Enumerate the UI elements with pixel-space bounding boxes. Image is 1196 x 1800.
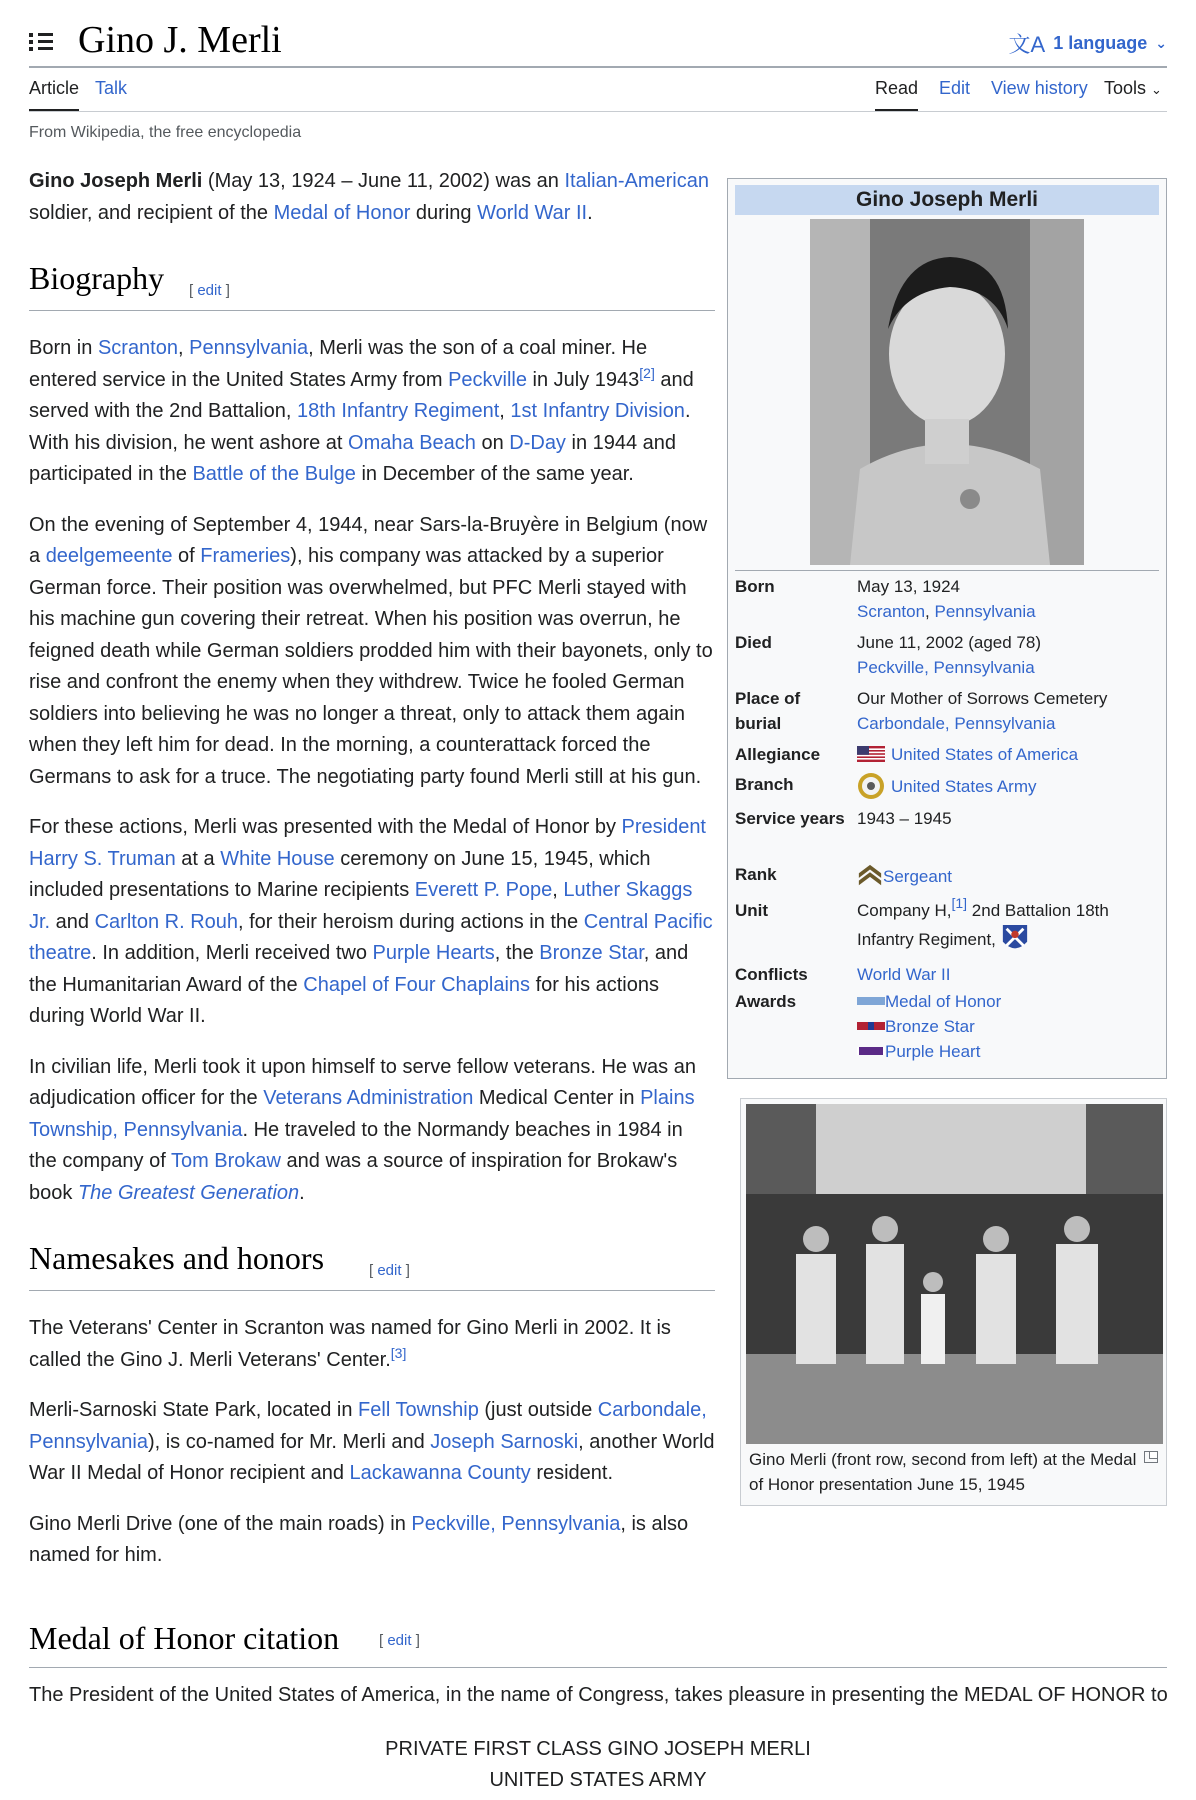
biography-paragraph-4 — [29, 1052, 715, 1210]
link-carbondale[interactable]: Carbondale, Pennsylvania — [29, 1399, 707, 1453]
link-medal-of-honor[interactable]: Medal of Honor — [885, 992, 1002, 1011]
born-date: May 13, 1924 — [857, 577, 961, 596]
text: on — [475, 431, 510, 454]
us-flag-icon — [857, 746, 885, 762]
infobox — [727, 178, 1167, 1079]
text: Gino Merli Drive (one of the main roads) in — [29, 1512, 412, 1535]
text: ), is co-named for Mr. Merli and — [147, 1430, 431, 1453]
army-seal-icon — [857, 772, 885, 800]
edit-label[interactable]: edit — [377, 1262, 402, 1279]
value — [857, 574, 1157, 624]
text: . — [299, 1181, 305, 1204]
text: for his actions during World War II. — [29, 973, 659, 1027]
link-died-place[interactable]: Peckville, Pennsylvania — [857, 658, 1035, 677]
label: Died — [735, 633, 772, 652]
text: , — [499, 400, 511, 422]
link-truman[interactable]: President Harry S. Truman — [29, 816, 706, 870]
text: (just outside — [478, 1399, 598, 1421]
text: and — [50, 910, 95, 933]
translate-icon: 文A — [1008, 32, 1046, 57]
heading-text: Medal of Honor citation — [29, 1620, 340, 1656]
photo-caption: Gino Merli (front row, second from left) at the Medal of Honor presentation June 15, 1945 — [749, 1450, 1137, 1494]
value — [857, 962, 1157, 987]
divider — [735, 570, 1159, 571]
edit-section-link[interactable] — [379, 1632, 420, 1649]
value: 1943 – 1945 — [857, 809, 952, 828]
link-united-states[interactable]: United States of America — [891, 745, 1079, 764]
namesakes-paragraph-3 — [29, 1509, 715, 1572]
text: . He traveled to the Normandy beaches in 1984 in the company of — [29, 1118, 683, 1172]
link-medal-of-honor[interactable]: Medal of Honor — [273, 201, 411, 224]
text: Medical Center in — [473, 1087, 641, 1109]
link-sergeant[interactable]: Sergeant — [883, 867, 952, 886]
tab-talk[interactable]: Talk — [95, 78, 128, 98]
medal-of-honor-ribbon-icon — [857, 997, 885, 1005]
link-four-chaplains[interactable]: Chapel of Four Chaplains — [303, 973, 531, 996]
tagline: From Wikipedia, the free encyclopedia — [29, 124, 302, 141]
ceremony-photo[interactable] — [746, 1104, 1163, 1444]
link-greatest-generation[interactable]: The Greatest Generation — [77, 1181, 300, 1204]
text: at a — [175, 847, 221, 870]
edit-section-link[interactable] — [189, 275, 230, 307]
label: Awards — [735, 992, 797, 1011]
bracket: [ — [189, 282, 198, 299]
purple-heart-ribbon-icon — [857, 1047, 885, 1055]
link-luther-skaggs[interactable]: Luther Skaggs Jr. — [29, 879, 693, 933]
text: The Veterans' Center in Scranton was named for Gino Merli in 2002. It is called the Gino J. Merli Veterans' Center. — [29, 1317, 671, 1371]
text: in 1944 and participated in the — [29, 431, 677, 485]
text: and served with the 2nd Battalion, — [29, 368, 694, 422]
text: of — [172, 545, 201, 567]
value — [857, 630, 1157, 680]
edit-section-link[interactable] — [369, 1255, 410, 1287]
link-omaha-beach[interactable]: Omaha Beach — [348, 431, 476, 454]
language-button[interactable] — [1009, 28, 1167, 59]
link-everett-pope[interactable]: Everett P. Pope — [414, 879, 553, 901]
value — [857, 862, 1157, 890]
link-joseph-sarnoski[interactable]: Joseph Sarnoski — [430, 1430, 579, 1453]
text: (May 13, 1924 – June 11, 2002) was an — [202, 170, 565, 192]
link-frameries[interactable]: Frameries — [200, 545, 291, 567]
text: , — [552, 879, 564, 901]
link-peckville[interactable]: Peckville — [448, 368, 527, 391]
text: , is also named for him. — [29, 1512, 689, 1566]
section-heading-namesakes — [29, 1240, 715, 1291]
link-white-house[interactable]: White House — [220, 847, 335, 870]
text: . — [587, 201, 593, 224]
section-heading-biography — [29, 260, 715, 311]
namesakes-paragraph-1 — [29, 1313, 715, 1376]
page-header — [29, 14, 1167, 68]
text: , Merli was the son of a coal miner. He entered service in the United States Army from — [29, 337, 648, 391]
value — [857, 772, 1157, 800]
namesakes-paragraph-2 — [29, 1395, 715, 1490]
value — [857, 686, 1157, 736]
text: ), his company was attacked by a superior German force. Their position was overwhelmed, but PFC Merli stayed with his machine gun covering their retreat. When his position was overrun, he feigned death while German soldiers prodded him with their bayonets, only to rise and confront the enemy when they withdrew. Twice he fooled German soldiers into believing he was no longer a threat, only to attack them again when they left him for dead. In the morning, a counterattack forced the Germans to ask for a truce. The negotiating party found Merli still at his gun. — [29, 545, 713, 788]
text: ceremony on June 15, 1945, which included presentations to Marine recipients — [29, 847, 651, 901]
text: Born in — [29, 337, 98, 359]
text: soldier, and recipient of the — [29, 201, 274, 224]
citation-intro: The President of the United States of America, in the name of Congress, takes pleasure in presenting the MEDAL OF HONOR to — [29, 1684, 1168, 1706]
bracket: ] — [221, 282, 230, 299]
link-carbondale[interactable]: Carbondale, Pennsylvania — [857, 714, 1056, 733]
text: and was a source of inspiration for Brokaw's book — [29, 1150, 678, 1204]
value — [857, 742, 1157, 767]
link-18th-infantry[interactable]: 18th Infantry Regiment — [296, 400, 500, 422]
link-purple-heart[interactable]: Purple Heart — [885, 1042, 981, 1061]
citation-branch: UNITED STATES ARMY — [489, 1769, 707, 1791]
link-central-pacific[interactable]: Central Pacific theatre — [29, 910, 713, 964]
link-pennsylvania[interactable]: Pennsylvania — [934, 602, 1036, 621]
bronze-star-ribbon-icon — [857, 1022, 885, 1030]
tab-view-history[interactable]: View history — [991, 78, 1088, 98]
link-world-war-ii[interactable]: World War II — [477, 201, 588, 224]
edit-label[interactable]: edit — [197, 282, 222, 299]
ceremony-image — [746, 1104, 1163, 1444]
text: For these actions, Merli was presented with the Medal of Honor by — [29, 816, 622, 838]
portrait-photo[interactable] — [810, 219, 1084, 565]
citation-recipient: PRIVATE FIRST CLASS GINO JOSEPH MERLI — [385, 1738, 811, 1760]
link-tom-brokaw[interactable]: Tom Brokaw — [170, 1150, 281, 1172]
text: . In addition, Merli received two — [91, 942, 373, 964]
link-carlton-rouh[interactable]: Carlton R. Rouh — [94, 910, 239, 933]
sergeant-chevron-icon — [857, 862, 883, 890]
text: resident. — [530, 1462, 614, 1484]
burial-value: Our Mother of Sorrows Cemetery — [857, 689, 1108, 708]
tab-read[interactable]: Read — [875, 78, 918, 111]
link-italian-american[interactable]: Italian-American — [564, 170, 709, 192]
text: In civilian life, Merli took it upon himself to serve fellow veterans. He was an adjudication officer for the — [29, 1055, 696, 1109]
link-world-war-ii[interactable]: World War II — [857, 965, 951, 984]
link-scranton[interactable]: Scranton — [857, 602, 926, 621]
tab-article[interactable]: Article — [29, 78, 79, 111]
text: , and the Humanitarian Award of the — [29, 942, 689, 996]
text: in July 1943 — [527, 368, 640, 391]
bracket: [ — [379, 1632, 388, 1649]
section-heading-citation — [29, 1620, 1167, 1668]
language-label: 1 language — [1053, 33, 1148, 53]
link-peckville-pa[interactable]: Peckville, Pennsylvania — [411, 1512, 621, 1535]
tab-edit[interactable]: Edit — [939, 78, 971, 98]
bracket: ] — [411, 1632, 420, 1649]
tools-menu[interactable] — [1104, 78, 1162, 109]
text: . With his division, he went ashore at — [29, 400, 691, 454]
reference-link[interactable]: [2] — [639, 364, 655, 381]
died-date: June 11, 2002 (aged 78) — [857, 633, 1041, 652]
text: during — [410, 201, 478, 224]
link-lackawanna-county[interactable]: Lackawanna County — [349, 1462, 531, 1484]
value — [857, 989, 1157, 1064]
edit-label[interactable]: edit — [387, 1632, 412, 1649]
text: On the evening of September 4, 1944, near Sars-la-Bruyère in Belgium (now a — [29, 513, 708, 567]
label: Branch — [735, 775, 794, 794]
heading-text: Namesakes and honors — [29, 1240, 325, 1276]
bracket: ] — [401, 1262, 410, 1279]
separator: , — [925, 602, 935, 621]
label: Service years — [735, 809, 845, 828]
reference-link[interactable]: [1] — [951, 895, 968, 911]
reference-link[interactable]: [3] — [390, 1344, 407, 1361]
link-bronze-star[interactable]: Bronze Star — [885, 1017, 975, 1036]
label: Born — [735, 577, 775, 596]
label: Allegiance — [735, 745, 821, 764]
chevron-down-icon: ⌄ — [1155, 35, 1167, 51]
lead-paragraph — [29, 166, 715, 229]
link-d-day[interactable]: D-Day — [509, 431, 566, 454]
portrait-image — [810, 219, 1084, 565]
link-bronze-star[interactable]: Bronze Star — [539, 942, 644, 964]
page-title: Gino J. Merli — [78, 19, 282, 61]
link-plains-township[interactable]: Plains Township, Pennsylvania — [29, 1087, 695, 1141]
link-fell-township[interactable]: Fell Township — [358, 1399, 479, 1421]
heading-text: Biography — [29, 260, 165, 296]
text: , for their heroism during actions in the — [238, 910, 584, 933]
link-battle-of-the-bulge[interactable]: Battle of the Bulge — [192, 463, 356, 485]
biography-paragraph-1 — [29, 333, 715, 491]
text: , — [178, 337, 190, 359]
label: Rank — [735, 865, 777, 884]
chevron-down-icon: ⌄ — [1151, 82, 1162, 97]
label: Unit — [735, 901, 769, 920]
article-body — [29, 166, 715, 1591]
page-tabs — [29, 68, 1167, 112]
link-deelgemeente[interactable]: deelgemeente — [45, 545, 173, 567]
link-scranton[interactable]: Scranton — [97, 337, 178, 359]
label: Place of burial — [735, 689, 801, 733]
text: Company H, — [857, 901, 952, 920]
link-pennsylvania[interactable]: Pennsylvania — [189, 337, 309, 359]
biography-paragraph-3 — [29, 812, 715, 1033]
link-veterans-administration[interactable]: Veterans Administration — [263, 1087, 474, 1109]
text: Merli-Sarnoski State Park, located in — [29, 1399, 359, 1421]
link-purple-hearts[interactable]: Purple Hearts — [372, 942, 495, 964]
enlarge-icon[interactable] — [1144, 1451, 1158, 1463]
biography-paragraph-2 — [29, 510, 715, 794]
tools-label: Tools — [1104, 78, 1147, 98]
regiment-insignia-icon — [1001, 923, 1029, 955]
link-us-army[interactable]: United States Army — [891, 777, 1037, 796]
infobox-caption: Gino Joseph Merli — [735, 185, 1159, 215]
table-of-contents-icon[interactable] — [29, 30, 55, 54]
subject-name: Gino Joseph Merli — [29, 170, 203, 192]
value — [857, 895, 1157, 955]
text: , another World War II Medal of Honor recipient and — [29, 1430, 715, 1484]
label: Conflicts — [735, 965, 808, 984]
link-1st-infantry-division[interactable]: 1st Infantry Division — [510, 400, 685, 422]
text: in December of the same year. — [355, 463, 634, 485]
text: 2nd Battalion 18th Infantry Regiment, — [857, 901, 1109, 949]
photo-figure — [740, 1098, 1167, 1506]
text: , the — [494, 942, 540, 964]
bracket: [ — [369, 1262, 378, 1279]
